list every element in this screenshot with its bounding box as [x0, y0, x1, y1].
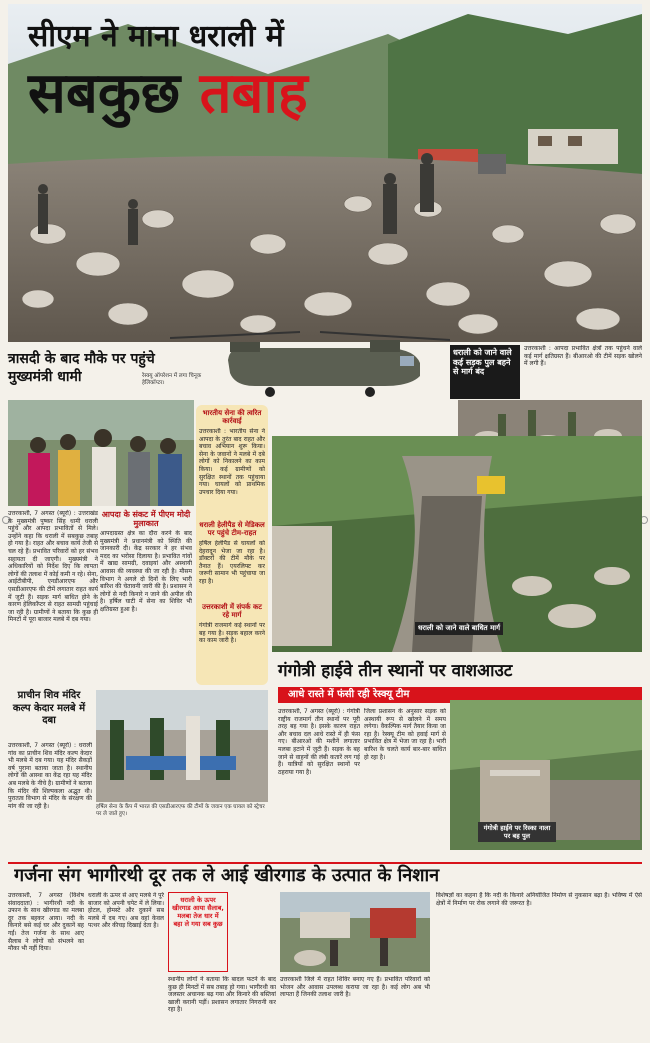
gangotri-photo-caption: गंगोत्री हाईवे पर रिस्का नाला पर बह पुल: [478, 822, 556, 842]
dhami-story-body: उत्तरकाशी, 7 अगस्त (ब्यूरो) : उत्तराखंड के मुख्यमंत्री पुष्कर सिंह धामी धराली पहुंचे और आपदा प्रभावितों से मिले। उन्होंने कहा कि धराली में सबकुछ तबाह हो गया है। राहत और बचाव कार्य तेजी से चल रहे हैं। प्रभावित परिवारों को हर संभव सहायता दी जाएगी। मुख्यमंत्री ने अधिकारियों को निर्देश दिए कि लापता लोगों की तलाश में कोई कमी न रहे। सेना, आईटीबीपी, एनडीआरएफ और एसडीआरएफ की टीमें लगातार राहत कार्य में जुटी हैं। सड़क मार्ग बाधित होने के कारण हेलिकॉप्टर से राहत सामग्री पहुंचाई जा रही है। ग्रामीणों ने बताया कि कुछ ही मिनटों में पूरा बाजार मलबे में दब गया।: [8, 510, 98, 624]
temple-body: उत्तरकाशी, 7 अगस्त (ब्यूरो) : धराली गांव का प्राचीन शिव मंदिर कल्प केदार भी मलबे में दब गया। यह मंदिर सैकड़ों वर्ष पुराना बताया जाता है। स्थानीय लोगों की आस्था का केंद्र रहा यह मंदिर अब मलबे के नीचे है। ग्रामीणों ने बताया कि मंदिर की शिल्पकला अद्भुत थी। पुरातत्व विभाग से मंदिर के संरक्षण की मांग की जा रही है।: [8, 742, 92, 810]
bottom-body-5: विशेषज्ञों का कहना है कि नदी के किनारे अनियोजित निर्माण से नुकसान बढ़ा है। भविष्य में ऐसे क्षेत्रों में निर्माण पर रोक लगाने की जरूरत है।: [436, 892, 642, 907]
bottom-body-3: स्थानीय लोगों ने बताया कि बादल फटने के बाद कुछ ही मिनटों में सब तबाह हो गया। भागीरथी का जलस्तर अचानक बढ़ गया और किनारे की बस्तियां खाली करानी पड़ीं। प्रशासन लगातार निगरानी कर रहा है।: [168, 976, 276, 1014]
stretcher-photo-scene: [96, 690, 268, 802]
army-box-subhead-3: उत्तरकाशी में संपर्क कट रहे मार्ग: [202, 603, 262, 619]
bottom-photo-scene: [280, 892, 430, 972]
road-washout-photo: [272, 436, 642, 652]
army-box-body-2: हर्षिल हेलीपैड से घायलों को देहरादून भेजा जा रहा है। डॉक्टरों की टीमें मौके पर तैनात हैं। एयरलिफ्ट कर जरूरी सामान भी पहुंचाया जा रहा है।: [199, 540, 265, 585]
stretcher-photo: [96, 690, 268, 802]
helicopter-caption: रेस्क्यू ऑपरेशन में लगा चिनूक हेलिकॉप्टर।: [142, 373, 202, 386]
bottom-red-box: धराली के ऊपर खीरगाड आया सैलाब, मलबा तेज धार में बहा ले गया सब कुछ: [168, 892, 228, 972]
army-box-subhead-2: धराली हेलीपैड से मेडिकल पर पहुंचे टीम-राहत: [199, 521, 265, 537]
village-subhead: आपदा के संकट में पीएम मोदी मुलाकात: [101, 510, 191, 528]
hero-photo: [8, 4, 642, 342]
bottom-headline: गर्जना संग भागीरथी दूर तक ले आई खीरगाड के उत्पात के निशान: [14, 865, 440, 886]
dhami-photo-scene: [8, 400, 194, 506]
hero-photo-scene: [8, 4, 642, 342]
gangotri-body-1: उत्तरकाशी, 7 अगस्त (ब्यूरो) : गंगोत्री राष्ट्रीय राजमार्ग तीन स्थानों पर पूरी तरह बह गया है। इसके कारण राहत और बचाव दल आधे रास्ते में ही फंस गए। बीआरओ की मशीनें लगातार मलबा हटाने में जुटी हैं। सड़क के बह जाने से वाहनों की लंबी कतारें लग गई हैं। यात्रियों को सुरक्षित स्थानों पर ठहराया गया है।: [278, 708, 360, 776]
headline-line-1: सीएम ने माना धराली में: [28, 19, 284, 54]
gangotri-subheadline: आधे रास्ते में फंसी रही रेस्क्यू टीम: [278, 687, 642, 703]
village-story-body: आपदाग्रस्त क्षेत्र का दौरा करने के बाद मुख्यमंत्री ने प्रधानमंत्री को स्थिति की जानकारी दी। केंद्र सरकार ने हर संभव मदद का भरोसा दिलाया है। प्रभावित गांवों में खाद्य सामग्री, दवाइयां और अस्थायी आवास की व्यवस्था की जा रही है। मौसम विभाग ने अगले दो दिनों के लिए भारी बारिश की चेतावनी जारी की है। प्रशासन ने लोगों से नदी किनारे न जाने की अपील की है। हर्षिल घाटी में सेना का शिविर भी क्षतिग्रस्त हुआ है।: [100, 530, 192, 613]
army-info-box: [196, 405, 268, 685]
army-box-body-3: गंगोत्री राजमार्ग कई स्थानों पर बह गया है। सड़क बहाल करने का काम जारी है।: [199, 622, 265, 645]
road-washout-scene: [272, 436, 642, 652]
bottom-body-1: उत्तरकाशी, 7 अगस्त (विशेष संवाददाता) : भागीरथी नदी के उफान के साथ खीरगाड का मलबा दूर तक बहकर आया। नदी के किनारे बसे कई घर और दुकानें बह गईं। तेज गर्जना के साथ आए सैलाब ने लोगों को संभलने का मौका भी नहीं दिया।: [8, 892, 84, 953]
road-photo-caption: धराली को जाने वाले बाधित मार्ग: [415, 622, 503, 635]
bottom-body-2: धराली के ऊपर से आए मलबे ने पूरे बाजार को अपनी चपेट में ले लिया। होटल, होमस्टे और दुकानें सब मलबे में दब गए। अब वहां केवल पत्थर और कीचड़ दिखाई देता है।: [88, 892, 164, 930]
dhami-heading: त्रासदी के बाद मौके पर पहुंचे मुख्यमंत्री धामी: [8, 351, 155, 385]
bottom-body-4: उत्तरकाशी जिले में राहत शिविर बनाए गए हैं। प्रभावित परिवारों को भोजन और आवास उपलब्ध कराया जा रहा है। कई लोग अब भी लापता हैं जिनकी तलाश जारी है।: [280, 976, 430, 999]
temple-headline: प्राचीन शिव मंदिर कल्प केदार मलबे में दबा: [12, 690, 86, 726]
headline-red-word: तबाह: [199, 61, 308, 126]
army-box-body: उत्तरकाशी : भारतीय सेना ने आपदा के तुरंत बाद राहत और बचाव अभियान शुरू किया। सेना के जवानों ने मलबे में दबे लोगों को निकालने का काम किया। कई ग्रामीणों को सुरक्षित स्थानों तक पहुंचाया गया। घायलों को प्राथमिक उपचार दिया गया।: [199, 428, 265, 496]
headline-black-word: सबकुछ: [28, 61, 181, 126]
dhami-photo: [8, 400, 194, 506]
stretcher-caption: हर्षिल सेना के कैंप में भारत की एसडीआरएफ की टीमों के जवान एक घायल को स्ट्रेचर पर ले जाते हुए।: [96, 804, 265, 817]
dharali-side-headline: धराली को जाने वाले कई सड़क पुल बहने से मार्ग बंद: [450, 345, 520, 399]
army-box-title: भारतीय सेना की त्वरित कार्रवाई: [202, 409, 262, 425]
gangotri-headline: गंगोत्री हाईवे तीन स्थानों पर वाशआउट: [278, 661, 513, 681]
gangotri-body-2: जिला प्रशासन के अनुसार सड़क को अस्थायी रूप से खोलने में समय लगेगा। वैकल्पिक मार्ग तैयार किया जा रहा है। रेस्क्यू टीम को हवाई मार्ग से प्रभावित क्षेत्र में भेजा जा रहा है। भारी बारिश के चलते कार्य बार-बार बाधित हो रहा है।: [364, 708, 446, 761]
headline-line-2: [28, 61, 308, 126]
dharali-side-body: उत्तरकाशी : आपदा प्रभावित क्षेत्रों तक पहुंचने वाले कई मार्ग क्षतिग्रस्त हैं। बीआरओ की टीमें सड़क खोलने में लगी हैं।: [524, 345, 642, 368]
bottom-photo: [280, 892, 430, 972]
